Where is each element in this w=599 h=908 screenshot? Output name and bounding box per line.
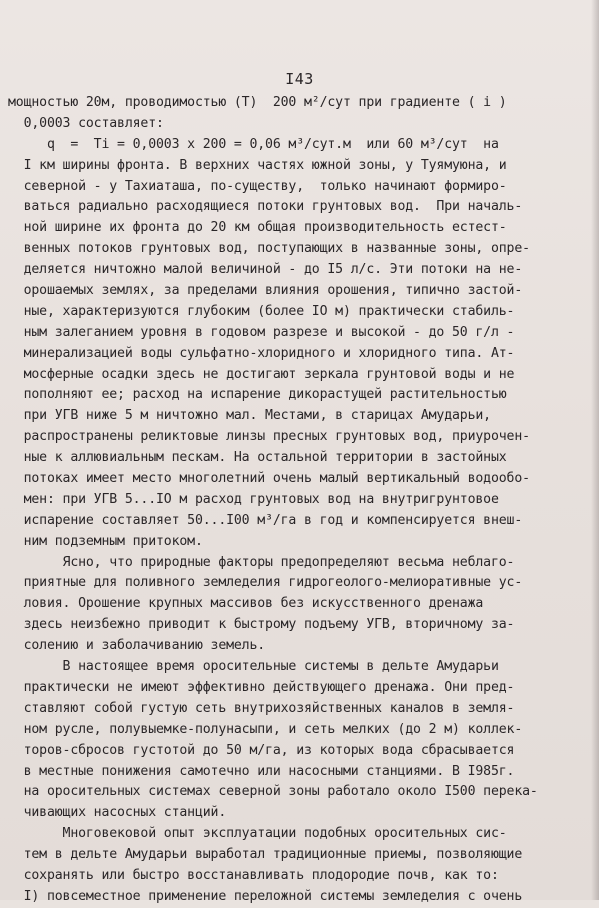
- text-line: 0,0003 составляет:: [8, 115, 164, 131]
- text-line: В настоящее время оросительные системы в дельте Амударьи: [8, 659, 499, 675]
- text-line: мосферные осадки здесь не достигают зеркала грунтовой воды и не: [8, 366, 515, 382]
- text-line: солению и заболачиванию земель.: [8, 638, 266, 654]
- text-line: здесь неизбежно приводит к быстрому подъему УГВ, вторичному за-: [8, 617, 515, 633]
- text-line: q = Тi = 0,0003 x 200 = 0,06 м³/сут.м или 60 м³/сут на: [8, 136, 499, 152]
- text-line: I) повсеместное применение переложной системы земледелия с очень: [8, 888, 523, 904]
- text-line: распространены реликтовые линзы пресных грунтовых вод, приурочен-: [8, 429, 530, 445]
- text-line: чивающих насосных станций.: [8, 805, 227, 821]
- text-line: ловия. Орошение крупных массивов без искусственного дренажа: [8, 596, 484, 612]
- text-line: орошаемых землях, за пределами влияния орошения, типично застой-: [8, 283, 523, 299]
- text-line: деляется ничтожно малой величиной - до I5 л/с. Эти потоки на не-: [8, 262, 523, 278]
- text-line: сохранять или быстро восстанавливать плодородие почв, как то:: [8, 867, 499, 883]
- text-line: Многовековой опыт эксплуатации подобных оросительных сис-: [8, 826, 507, 842]
- body-text: [8, 93, 588, 908]
- text-line: мощностью 20м, проводимостью (Т) 200 м²/сут при градиенте ( i ): [8, 95, 507, 110]
- text-line: при УГВ ниже 5 м ничтожно мал. Местами, в старицах Амударьи,: [8, 408, 491, 424]
- text-line: в местные понижения самотечно или насосными станциями. В I985г.: [8, 763, 515, 779]
- text-line: мен: при УГВ 5...IO м расход грунтовых вод на внутригрунтовое: [8, 491, 499, 507]
- text-line: потоках имеет место многолетний очень малый вертикальный водообо-: [8, 471, 530, 487]
- page-edge-shadow: [591, 0, 599, 900]
- text-line: на оросительных системах северной зоны работало около I500 перека-: [8, 784, 538, 800]
- text-line: ним подземным притоком.: [8, 533, 203, 549]
- text-line: минерализацией воды сульфатно-хлоридного и хлоридного типа. Ат-: [8, 345, 515, 361]
- text-line: ваться радиально расходящиеся потоки грунтовых вод. При началь-: [8, 199, 523, 215]
- text-line: I км ширины фронта. В верхних частях южной зоны, у Туямуюна, и: [8, 157, 507, 173]
- text-line: ные к аллювиальным пескам. На остальной территории в застойных: [8, 450, 507, 466]
- text-line: ном русле, полувыемке-полунасыпи, и сеть мелких (до 2 м) коллек-: [8, 721, 523, 737]
- text-line: ные, характеризуются глубоким (более IO м) практически стабиль-: [8, 303, 515, 319]
- text-line: ным залеганием уровня в годовом разрезе и высокой - до 50 г/л -: [8, 324, 515, 340]
- text-line: венных потоков грунтовых вод, поступающих в названные зоны, опре-: [8, 241, 530, 257]
- text-line: ставляют собой густую сеть внутрихозяйственных каналов в земля-: [8, 700, 515, 716]
- text-line: ной ширине их фронта до 20 км общая производительность естест-: [8, 220, 507, 236]
- text-line: Ясно, что природные факторы предопределяют весьма неблаго-: [8, 554, 515, 570]
- text-line: пополняют ее; расход на испарение дикорастущей растительностью: [8, 387, 507, 403]
- text-line: приятные для поливного земледелия гидрогеолого-мелиоративные ус-: [8, 575, 523, 591]
- text-line: тем в дельте Амударьи выработал традиционные приемы, позволяющие: [8, 847, 523, 863]
- text-line: испарение составляет 50...I00 м³/га в год и компенсируется внеш-: [8, 512, 523, 528]
- text-line: практически не имеют эффективно действующего дренажа. Они пред-: [8, 679, 515, 695]
- page-number: I43: [285, 70, 314, 88]
- text-line: северной - у Тахиаташа, по-существу, только начинают формиро-: [8, 178, 507, 194]
- text-line: торов-сбросов густотой до 50 м/га, из которых вода сбрасывается: [8, 742, 515, 758]
